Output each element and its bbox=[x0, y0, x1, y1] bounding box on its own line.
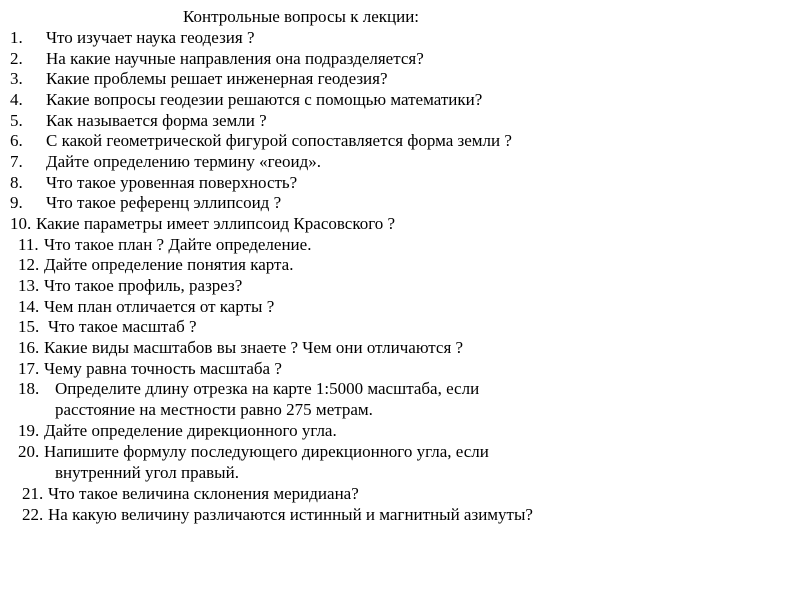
question-number: 21. bbox=[22, 484, 44, 503]
question-text: Какие параметры имеет эллипсоид Красовского ? bbox=[36, 214, 396, 233]
question-text: Что такое величина склонения меридиана? bbox=[48, 484, 359, 503]
question-text-continuation: расстояние на местности равно 275 метрам. bbox=[55, 400, 373, 419]
question-text: Что такое профиль, разрез? bbox=[44, 276, 243, 295]
question-text: Дайте определение понятия карта. bbox=[44, 255, 294, 274]
question-number: 13. bbox=[18, 276, 40, 295]
question-number: 5. bbox=[10, 111, 23, 130]
question-number: 20. bbox=[18, 442, 40, 461]
question-number: 4. bbox=[10, 90, 23, 109]
question-text: Определите длину отрезка на карте 1:5000 масштаба, если bbox=[55, 379, 480, 398]
question-text: Как называется форма земли ? bbox=[46, 111, 267, 130]
question-number: 2. bbox=[10, 49, 23, 68]
question-number: 15. bbox=[18, 317, 40, 336]
question-number: 6. bbox=[10, 131, 23, 150]
question-text: Что такое план ? Дайте определение. bbox=[44, 235, 312, 254]
question-number: 12. bbox=[18, 255, 40, 274]
question-text-continuation: внутренний угол правый. bbox=[55, 463, 239, 482]
question-number: 18. bbox=[18, 379, 40, 398]
question-number: 1. bbox=[10, 28, 23, 47]
question-text: С какой геометрической фигурой сопоставляется форма земли ? bbox=[46, 131, 512, 150]
question-number: 11. bbox=[18, 235, 39, 254]
question-text: Чему равна точность масштаба ? bbox=[44, 359, 282, 378]
question-number: 9. bbox=[10, 193, 23, 212]
question-text: Какие виды масштабов вы знаете ? Чем они отличаются ? bbox=[44, 338, 464, 357]
question-number: 19. bbox=[18, 421, 40, 440]
question-text: Напишите формулу последующего дирекционного угла, если bbox=[44, 442, 489, 461]
question-number: 17. bbox=[18, 359, 40, 378]
question-number: 3. bbox=[10, 69, 23, 88]
question-text: Что такое референц эллипсоид ? bbox=[46, 193, 282, 212]
question-text: Дайте определение дирекционного угла. bbox=[44, 421, 337, 440]
question-number: 16. bbox=[18, 338, 40, 357]
question-text: На какую величину различаются истинный и магнитный азимуты? bbox=[48, 505, 533, 524]
question-number: 14. bbox=[18, 297, 40, 316]
question-number: 7. bbox=[10, 152, 23, 171]
question-text: Какие проблемы решает инженерная геодезия? bbox=[46, 69, 388, 88]
question-text: Какие вопросы геодезии решаются с помощью математики? bbox=[46, 90, 483, 109]
slide-title: Контрольные вопросы к лекции: bbox=[183, 7, 420, 26]
question-text: Дайте определению термину «геоид». bbox=[46, 152, 321, 171]
question-text: На какие научные направления она подразделяется? bbox=[46, 49, 424, 68]
question-number: 8. bbox=[10, 173, 23, 192]
question-text: Что такое уровенная поверхность? bbox=[46, 173, 298, 192]
question-text: Что такое масштаб ? bbox=[48, 317, 197, 336]
question-number: 22. bbox=[22, 505, 44, 524]
question-number: 10. bbox=[10, 214, 32, 233]
question-text: Чем план отличается от карты ? bbox=[44, 297, 275, 316]
question-text: Что изучает наука геодезия ? bbox=[46, 28, 255, 47]
